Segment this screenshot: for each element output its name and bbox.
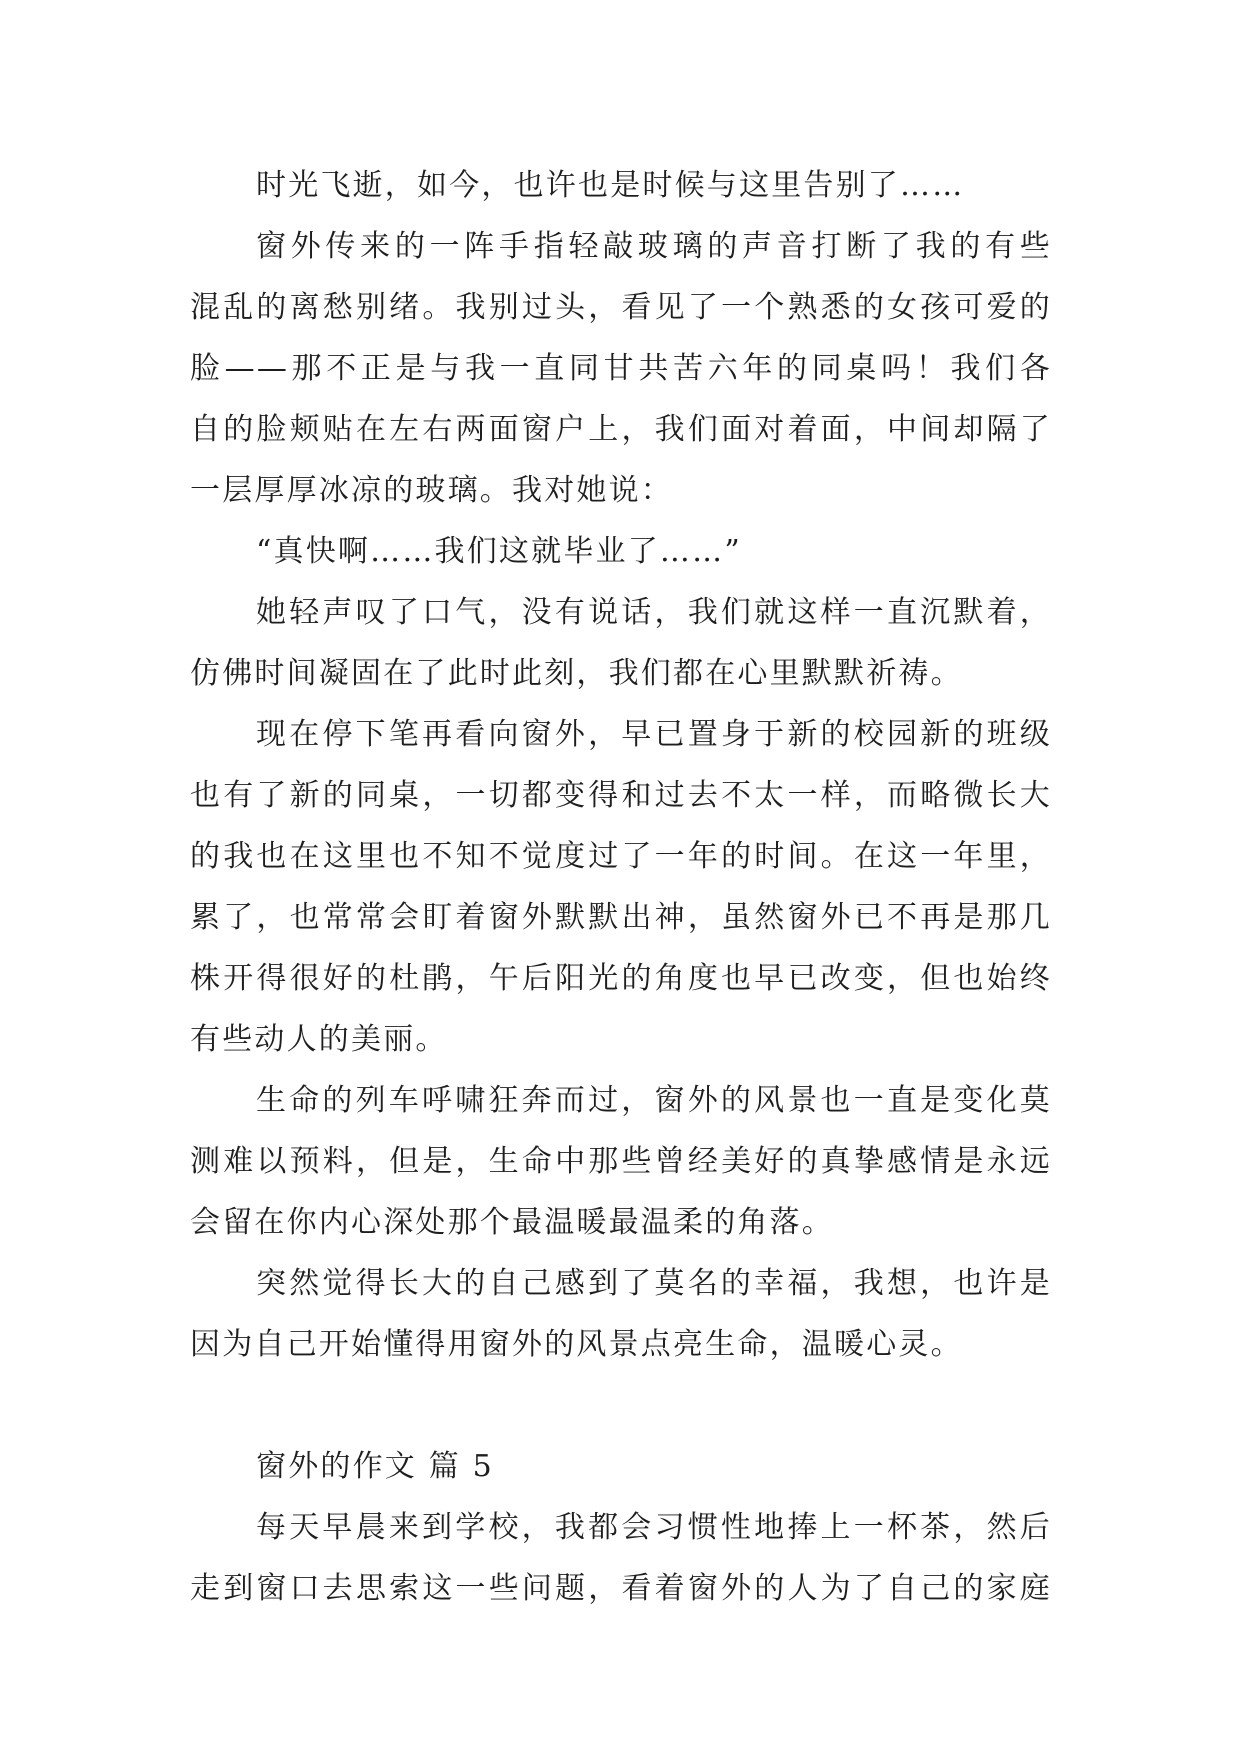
text-line: 混乱的离愁别绪。我别过头，看见了一个熟悉的女孩可爱的 (190, 290, 1052, 325)
text-line: 测难以预料，但是，生命中那些曾经美好的真挚感情是永远 (190, 1144, 1052, 1179)
section-b (190, 1436, 1052, 1619)
paragraph (190, 155, 1052, 216)
paragraph (190, 582, 1052, 704)
text-line: 突然觉得长大的自己感到了莫名的幸福，我想，也许是 (256, 1266, 1052, 1301)
text-line: 时光飞逝，如今，也许也是时候与这里告别了…… (256, 168, 965, 203)
section-spacer (190, 1375, 1052, 1436)
document-body (190, 155, 1052, 1619)
paragraph (190, 704, 1052, 1070)
text-line: 自的脸颊贴在左右两面窗户上，我们面对着面，中间却隔了 (190, 412, 1052, 447)
section-a (190, 155, 1052, 1375)
text-line: 累了，也常常会盯着窗外默默出神，虽然窗外已不再是那几 (190, 900, 1052, 935)
text-line: 脸——那不正是与我一直同甘共苦六年的同桌吗！我们各 (190, 351, 1052, 386)
text-line: 有些动人的美丽。 (190, 1022, 448, 1057)
text-line: 会留在你内心深处那个最温暖最温柔的角落。 (190, 1205, 834, 1240)
paragraph (190, 1497, 1052, 1619)
paragraph (190, 1070, 1052, 1253)
text-line: “真快啊……我们这就毕业了……” (256, 534, 742, 569)
text-line: 的我也在这里也不知不觉度过了一年的时间。在这一年里， (190, 839, 1052, 874)
paragraph (190, 216, 1052, 521)
paragraph (190, 1253, 1052, 1375)
text-line: 生命的列车呼啸狂奔而过，窗外的风景也一直是变化莫 (256, 1083, 1052, 1118)
text-line: 走到窗口去思索这一些问题，看着窗外的人为了自己的家庭 (190, 1571, 1052, 1606)
text-line: 她轻声叹了口气，没有说话，我们就这样一直沉默着， (256, 595, 1052, 630)
text-line: 株开得很好的杜鹃，午后阳光的角度也早已改变，但也始终 (190, 961, 1052, 996)
text-line: 仿佛时间凝固在了此时此刻，我们都在心里默默祈祷。 (190, 656, 963, 691)
text-line: 因为自己开始懂得用窗外的风景点亮生命，温暖心灵。 (190, 1327, 963, 1362)
section-heading: 窗外的作文 篇 5 (256, 1449, 494, 1484)
text-line: 窗外传来的一阵手指轻敲玻璃的声音打断了我的有些 (256, 229, 1052, 264)
text-line: 也有了新的同桌，一切都变得和过去不太一样，而略微长大 (190, 778, 1052, 813)
text-line: 现在停下笔再看向窗外，早已置身于新的校园新的班级 (256, 717, 1052, 752)
paragraph (190, 521, 1052, 582)
text-line: 每天早晨来到学校，我都会习惯性地捧上一杯茶，然后 (256, 1510, 1052, 1545)
text-line: 一层厚厚冰凉的玻璃。我对她说： (190, 473, 673, 508)
